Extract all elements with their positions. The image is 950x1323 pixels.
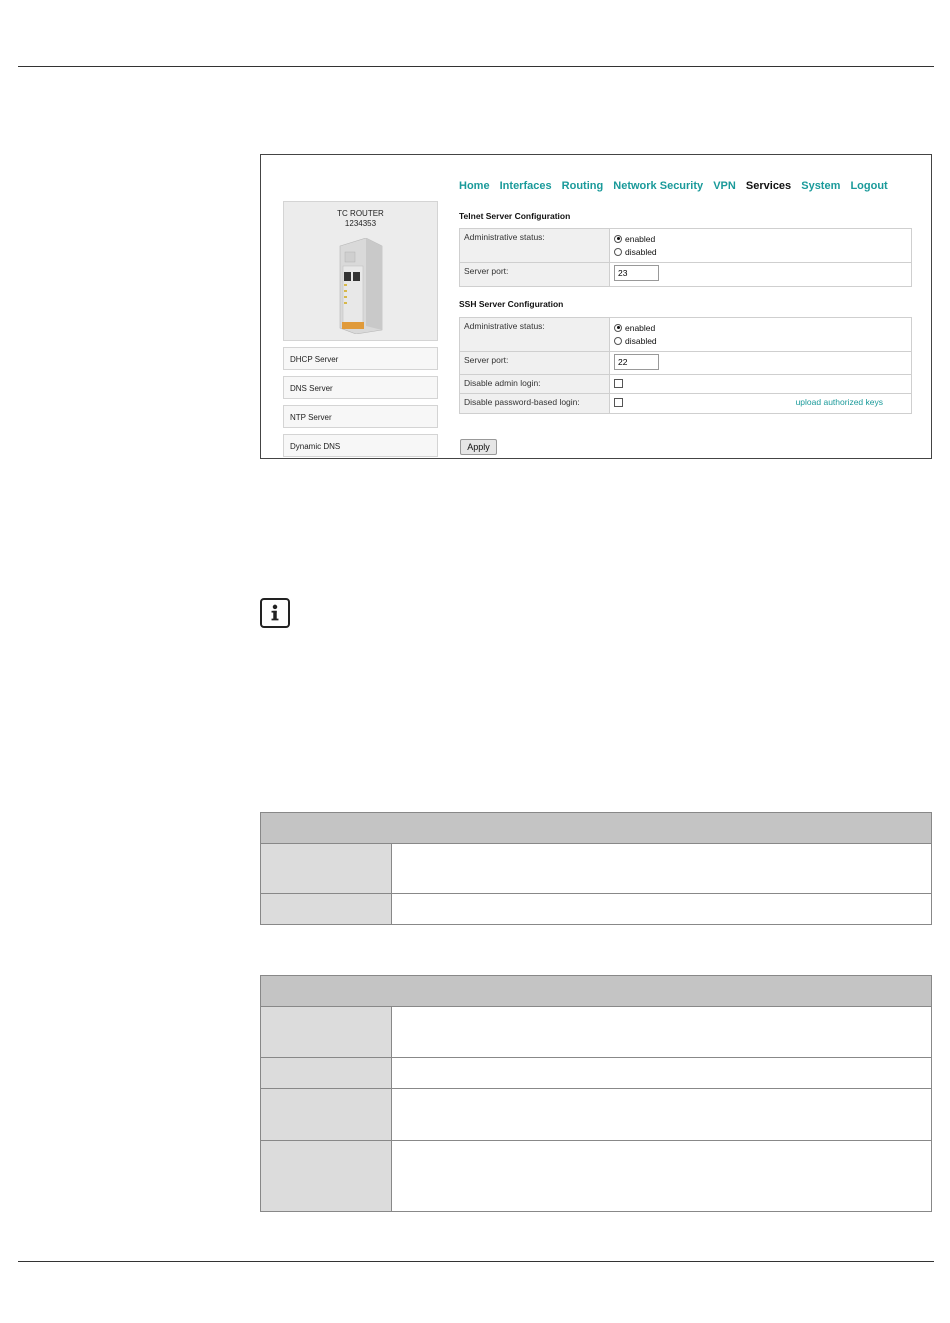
table-row-key <box>261 1141 392 1212</box>
table-row-key <box>261 1058 392 1089</box>
telnet-server-port-label: Server port: <box>460 263 610 287</box>
table-row-key <box>261 1007 392 1058</box>
ssh-enabled-option[interactable] <box>614 321 907 334</box>
telnet-enabled-option[interactable] <box>614 232 907 245</box>
apply-button[interactable]: Apply <box>460 439 497 455</box>
telnet-config-table <box>459 228 912 287</box>
table-row-key <box>261 894 392 925</box>
ssh-admin-status-options <box>610 318 912 352</box>
upload-authorized-keys-link[interactable]: upload authorized keys <box>795 397 883 407</box>
telnet-disabled-radio[interactable] <box>614 248 622 256</box>
table-header <box>261 976 932 1007</box>
nav-logout[interactable]: Logout <box>850 180 888 192</box>
router-device-image <box>336 238 386 334</box>
ssh-server-port-label: Server port: <box>460 352 610 375</box>
router-ui-screenshot <box>260 154 932 459</box>
device-panel <box>283 201 438 341</box>
table-row-value <box>392 894 932 925</box>
ssh-section-title: SSH Server Configuration <box>459 299 564 309</box>
ssh-disabled-label: disabled <box>625 335 657 346</box>
ssh-disable-admin-label: Disable admin login: <box>460 375 610 394</box>
nav-vpn[interactable]: VPN <box>713 180 736 192</box>
ssh-disabled-option[interactable] <box>614 334 907 347</box>
telnet-server-port-input[interactable] <box>614 265 659 281</box>
main-nav <box>459 180 895 192</box>
table-row-key <box>261 844 392 894</box>
table-row-value <box>392 1089 932 1141</box>
telnet-parameter-table <box>260 812 932 925</box>
ssh-disable-password-label: Disable password-based login: <box>460 394 610 414</box>
device-name: TC ROUTER <box>337 209 384 218</box>
info-icon <box>260 598 290 628</box>
ssh-disabled-radio[interactable] <box>614 337 622 345</box>
telnet-admin-status-label: Administrative status: <box>460 229 610 263</box>
nav-network-security[interactable]: Network Security <box>613 180 704 192</box>
telnet-disabled-label: disabled <box>625 246 657 257</box>
table-row-value <box>392 844 932 894</box>
device-serial: 1234353 <box>344 219 377 228</box>
top-rule <box>18 66 934 67</box>
table-row-value <box>392 1058 932 1089</box>
telnet-enabled-label: enabled <box>625 233 656 244</box>
sidebar-item-dynamic-dns[interactable]: Dynamic DNS <box>283 434 438 457</box>
bottom-rule <box>18 1261 934 1262</box>
telnet-enabled-radio[interactable] <box>614 235 622 243</box>
telnet-admin-status-options <box>610 229 912 263</box>
ssh-parameter-table <box>260 975 932 1212</box>
ssh-disable-admin-checkbox[interactable] <box>614 379 623 388</box>
table-row-value <box>392 1007 932 1058</box>
ssh-server-port-input[interactable] <box>614 354 659 370</box>
ssh-disable-password-checkbox[interactable] <box>614 398 623 407</box>
ssh-config-table <box>459 317 912 414</box>
table-row-value <box>392 1141 932 1212</box>
ssh-enabled-radio[interactable] <box>614 324 622 332</box>
table-header <box>261 813 932 844</box>
telnet-disabled-option[interactable] <box>614 245 907 258</box>
nav-services[interactable]: Services <box>745 180 792 192</box>
nav-interfaces[interactable]: Interfaces <box>499 180 552 192</box>
sidebar-item-dns-server[interactable]: DNS Server <box>283 376 438 399</box>
telnet-section-title: Telnet Server Configuration <box>459 211 571 221</box>
nav-home[interactable]: Home <box>459 180 490 192</box>
ssh-admin-status-label: Administrative status: <box>460 318 610 352</box>
table-row-key <box>261 1089 392 1141</box>
nav-system[interactable]: System <box>801 180 841 192</box>
ssh-enabled-label: enabled <box>625 322 656 333</box>
sidebar-item-ntp-server[interactable]: NTP Server <box>283 405 438 428</box>
nav-routing[interactable]: Routing <box>561 180 604 192</box>
sidebar-item-dhcp-server[interactable]: DHCP Server <box>283 347 438 370</box>
